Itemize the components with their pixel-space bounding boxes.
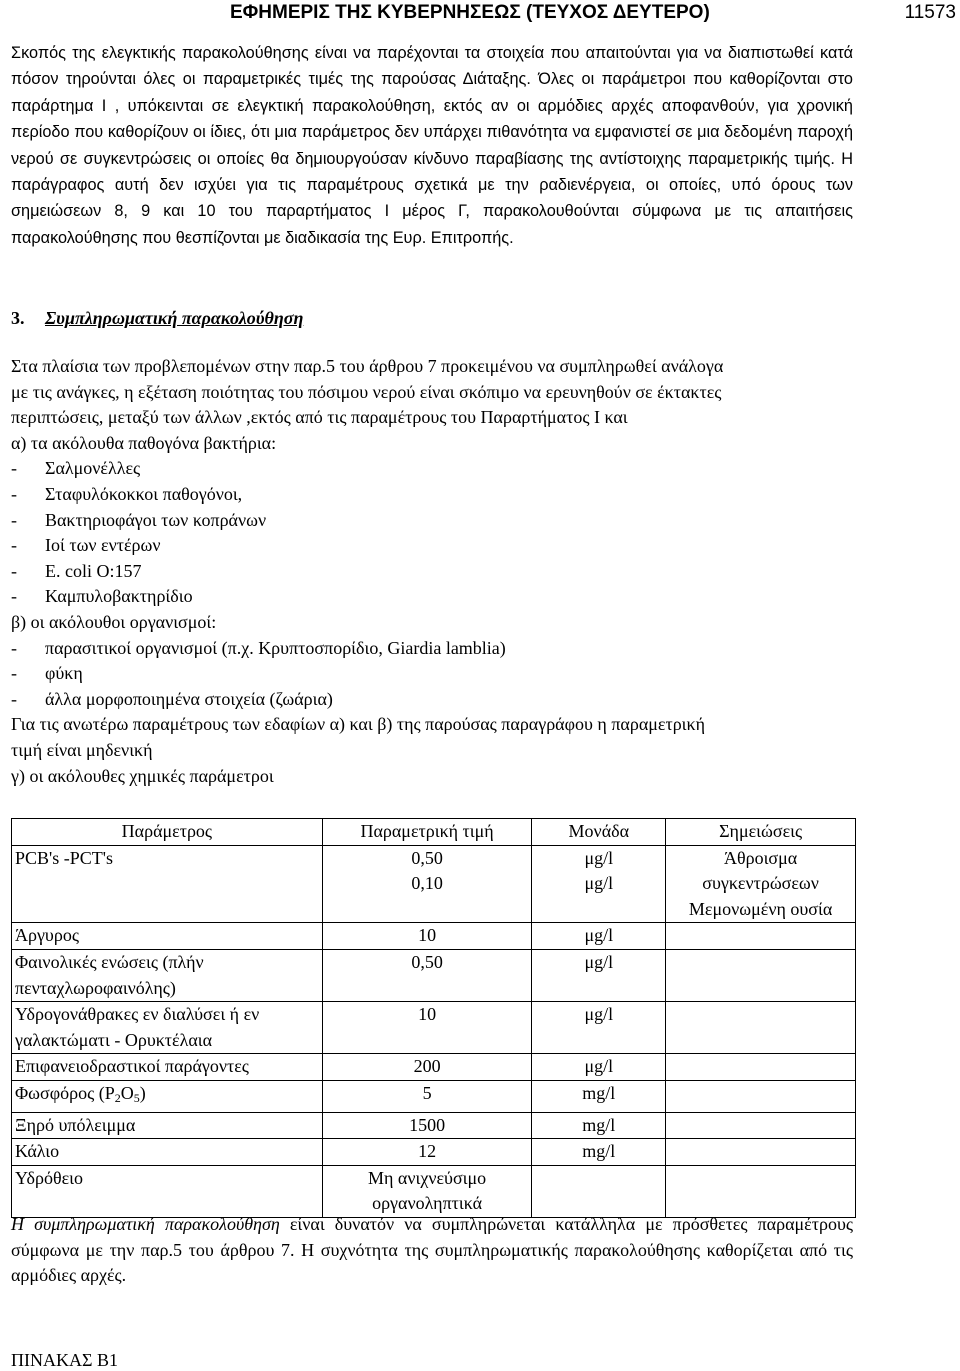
param-cell <box>12 949 323 1001</box>
list-item-bacteria <box>11 559 853 585</box>
section-heading <box>11 306 853 332</box>
table-row <box>12 1002 856 1054</box>
value-cell: 1500 <box>322 1112 532 1139</box>
list-dash: - <box>11 688 17 709</box>
list-item-bacteria <box>11 584 853 610</box>
list-item-text: Καμπυλοβακτηρίδιο <box>45 586 193 607</box>
section-title: Συμπληρωματική παρακολούθηση <box>45 308 304 328</box>
list-item-text: Ιοί των εντέρων <box>45 535 161 556</box>
value-text: 0,10 <box>411 873 443 894</box>
unit-cell: μg/l <box>532 923 666 950</box>
list-item-text: Βακτηριοφάγοι των κοπράνων <box>45 509 267 530</box>
closing-paragraph <box>11 1212 853 1289</box>
unit-cell <box>532 1165 666 1217</box>
section-number: 3. <box>11 308 25 328</box>
list-item-text: φύκη <box>45 663 83 684</box>
closing-italic-lead: Η συμπληρωματική παρακολούθηση <box>11 1214 280 1234</box>
table-row <box>12 1112 856 1139</box>
param-text: Υδρογονάθρακες εν διαλύσει ή εν <box>15 1004 260 1025</box>
value-text: Μη ανιχνεύσιμο <box>368 1167 487 1188</box>
table-caption: ΠΙΝΑΚΑΣ Β1 <box>11 1350 118 1370</box>
list-dash: - <box>11 663 17 684</box>
param-text: γαλακτώματι - Ορυκτέλαια <box>15 1029 213 1050</box>
list-item-text: άλλα μορφοποιημένα στοιχεία (ζωάρια) <box>45 688 333 709</box>
body-line: α) τα ακόλουθα παθογόνα βακτήρια: <box>11 432 277 453</box>
param-cell: Κάλιο <box>12 1139 323 1166</box>
unit-cell: mg/l <box>532 1139 666 1166</box>
body-line: Στα πλαίσια των προβλεπομένων στην παρ.5 του άρθρου 7 προκειμένου να συμπληρωθεί ανάλογα <box>11 356 724 376</box>
closing-text: είναι δυνατόν να συμπληρώνεται κατάλληλα με πρόσθετες παραμέτρους σύμφωνα με την παρ.5 του άρθρου 7. Η συχνότητα της συμπληρωματικής παρακολούθησης καθορίζεται από τις αρμόδιες αρχές. <box>11 1214 853 1286</box>
note-cell <box>666 1165 856 1217</box>
chemical-intro: γ) οι ακόλουθες χημικές παράμετροι <box>11 765 274 786</box>
list-dash: - <box>11 458 17 479</box>
note-cell <box>666 1002 856 1054</box>
param-text: O <box>120 1082 134 1103</box>
value-text: οργανοληπτικά <box>372 1193 483 1214</box>
param-text: πενταχλωροφαινόλης) <box>15 977 176 998</box>
value-cell: 10 <box>322 1002 532 1054</box>
param-text: Φωσφόρος (P <box>15 1082 115 1103</box>
column-header: Μονάδα <box>532 819 666 846</box>
table-row <box>12 949 856 1001</box>
table-header-row <box>12 819 856 846</box>
note-cell <box>666 1139 856 1166</box>
subscript: 5 <box>133 1090 140 1105</box>
param-cell: Επιφανειοδραστικοί παράγοντες <box>12 1054 323 1081</box>
table-row <box>12 923 856 950</box>
body-line: με τις ανάγκες, η εξέταση ποιότητας του πόσιμου νερού είναι σκόπιμο να ερευνηθούν σε έκτακτες <box>11 381 722 402</box>
table-row <box>12 1080 856 1112</box>
note-cell <box>666 949 856 1001</box>
value-text: 0,50 <box>411 847 443 868</box>
note-cell <box>666 923 856 950</box>
unit-cell: μg/l <box>532 949 666 1001</box>
param-cell: Ξηρό υπόλειμμα <box>12 1112 323 1139</box>
param-cell: PCB's -PCT's <box>12 845 323 923</box>
subscript: 2 <box>114 1090 121 1105</box>
organisms-intro: β) οι ακόλουθοι οργανισμοί: <box>11 611 217 632</box>
list-item-bacteria <box>11 508 853 534</box>
body-line: περιπτώσεις, μεταξύ των άλλων ,εκτός από τις παραμέτρους του Παραρτήματος Ι και <box>11 407 628 428</box>
note-cell <box>666 1112 856 1139</box>
intro-paragraph: Σκοπός της ελεγκτικής παρακολούθησης είναι να παρέχονται τα στοιχεία που απαιτούνται για να διαπιστωθεί κατά πόσον τηρούνται όλες οι παραμετρικές τιμές της παρούσας Διάταξης. Όλες οι παράμετροι που καθορίζονται στο παράρτημα Ι , υπόκεινται σε ελεγκτική παρακολούθηση, εκτός αν οι αρμόδιες αρχές αποφανθούν, για χρονική περίοδο που καθορίζουν οι ίδιες, ότι μια παράμετρος δεν υπάρχει πιθανότητα να εμφανιστεί σε μια δεδομένη παροχή νερού σε συγκεντρώσεις οι οποίες θα δημιουργούσαν κίνδυνο παραβίασης της αντίστοιχης παραμετρικής τιμής. Η παράγραφος αυτή δεν ισχύει για τις παραμέτρους σχετικά με την ραδιενέργεια, οι οποίες, υπό όρους των σημειώσεων 8, 9 και 10 του παραρτήματος Ι μέρος Γ, παρακολουθούνται σύμφωνα με τις απαιτήσεις παρακολούθησης που θεσπίζονται με διαδικασία της Ευρ. Επιτροπής. <box>11 44 853 247</box>
chemical-parameters-table <box>11 818 856 1218</box>
list-item-bacteria <box>11 456 853 482</box>
table-row <box>12 1165 856 1217</box>
table-row <box>12 845 856 923</box>
list-dash: - <box>11 560 17 581</box>
list-item-text: Σταφυλόκοκκοι παθογόνοι, <box>45 483 243 504</box>
value-cell: 10 <box>322 923 532 950</box>
note-text: Άθροισμα συγκεντρώσεων <box>702 847 819 894</box>
value-cell: 200 <box>322 1054 532 1081</box>
unit-cell: μg/l <box>532 1054 666 1081</box>
unit-cell: mg/l <box>532 1112 666 1139</box>
unit-text: μg/l <box>584 873 614 894</box>
page-number: 11573 <box>904 2 956 23</box>
list-item-text: E. coli O:157 <box>45 560 142 581</box>
zero-value-line: τιμή είναι μηδενική <box>11 739 153 760</box>
list-dash: - <box>11 509 17 530</box>
param-text: ) <box>139 1082 146 1103</box>
param-cell <box>12 1002 323 1054</box>
value-cell: 0,50 <box>322 949 532 1001</box>
list-dash: - <box>11 483 17 504</box>
table-row <box>12 1054 856 1081</box>
unit-cell: mg/l <box>532 1080 666 1112</box>
zero-value-line: Για τις ανωτέρω παραμέτρους των εδαφίων α) και β) της παρούσας παραγράφου η παραμετρική <box>11 714 706 735</box>
column-header: Σημειώσεις <box>666 819 856 846</box>
note-text: Μεμονωμένη ουσία <box>688 898 833 919</box>
note-cell <box>666 1054 856 1081</box>
list-dash: - <box>11 637 17 658</box>
unit-cell <box>532 845 666 923</box>
column-header: Παραμετρική τιμή <box>322 819 532 846</box>
list-item-organism <box>11 661 853 687</box>
table-row <box>12 1139 856 1166</box>
value-cell: 5 <box>322 1080 532 1112</box>
gazette-title: ΕΦΗΜΕΡΙΣ ΤΗΣ ΚΥΒΕΡΝΗΣΕΩΣ (ΤΕΥΧΟΣ ΔΕΥΤΕΡΟ) <box>230 2 710 23</box>
list-item-text: Σαλμονέλλες <box>45 458 141 479</box>
list-dash: - <box>11 535 17 556</box>
list-item-bacteria <box>11 482 853 508</box>
list-item-organism <box>11 636 853 662</box>
param-cell: Άργυρος <box>12 923 323 950</box>
param-cell: Υδρόθειο <box>12 1165 323 1217</box>
unit-text: μg/l <box>584 847 614 868</box>
supplementary-body <box>11 354 853 789</box>
value-cell <box>322 845 532 923</box>
param-text: Φαινολικές ενώσεις (πλήν <box>15 951 204 972</box>
value-cell <box>322 1165 532 1217</box>
note-cell <box>666 1080 856 1112</box>
value-cell: 12 <box>322 1139 532 1166</box>
param-cell <box>12 1080 323 1112</box>
list-dash: - <box>11 586 17 607</box>
list-item-organism <box>11 687 853 713</box>
column-header: Παράμετρος <box>12 819 323 846</box>
list-item-bacteria <box>11 533 853 559</box>
list-item-text: παρασιτικοί οργανισμοί (π.χ. Κρυπτοσπορίδιο, Giardia lamblia) <box>45 637 506 658</box>
unit-cell: μg/l <box>532 1002 666 1054</box>
note-cell <box>666 845 856 923</box>
